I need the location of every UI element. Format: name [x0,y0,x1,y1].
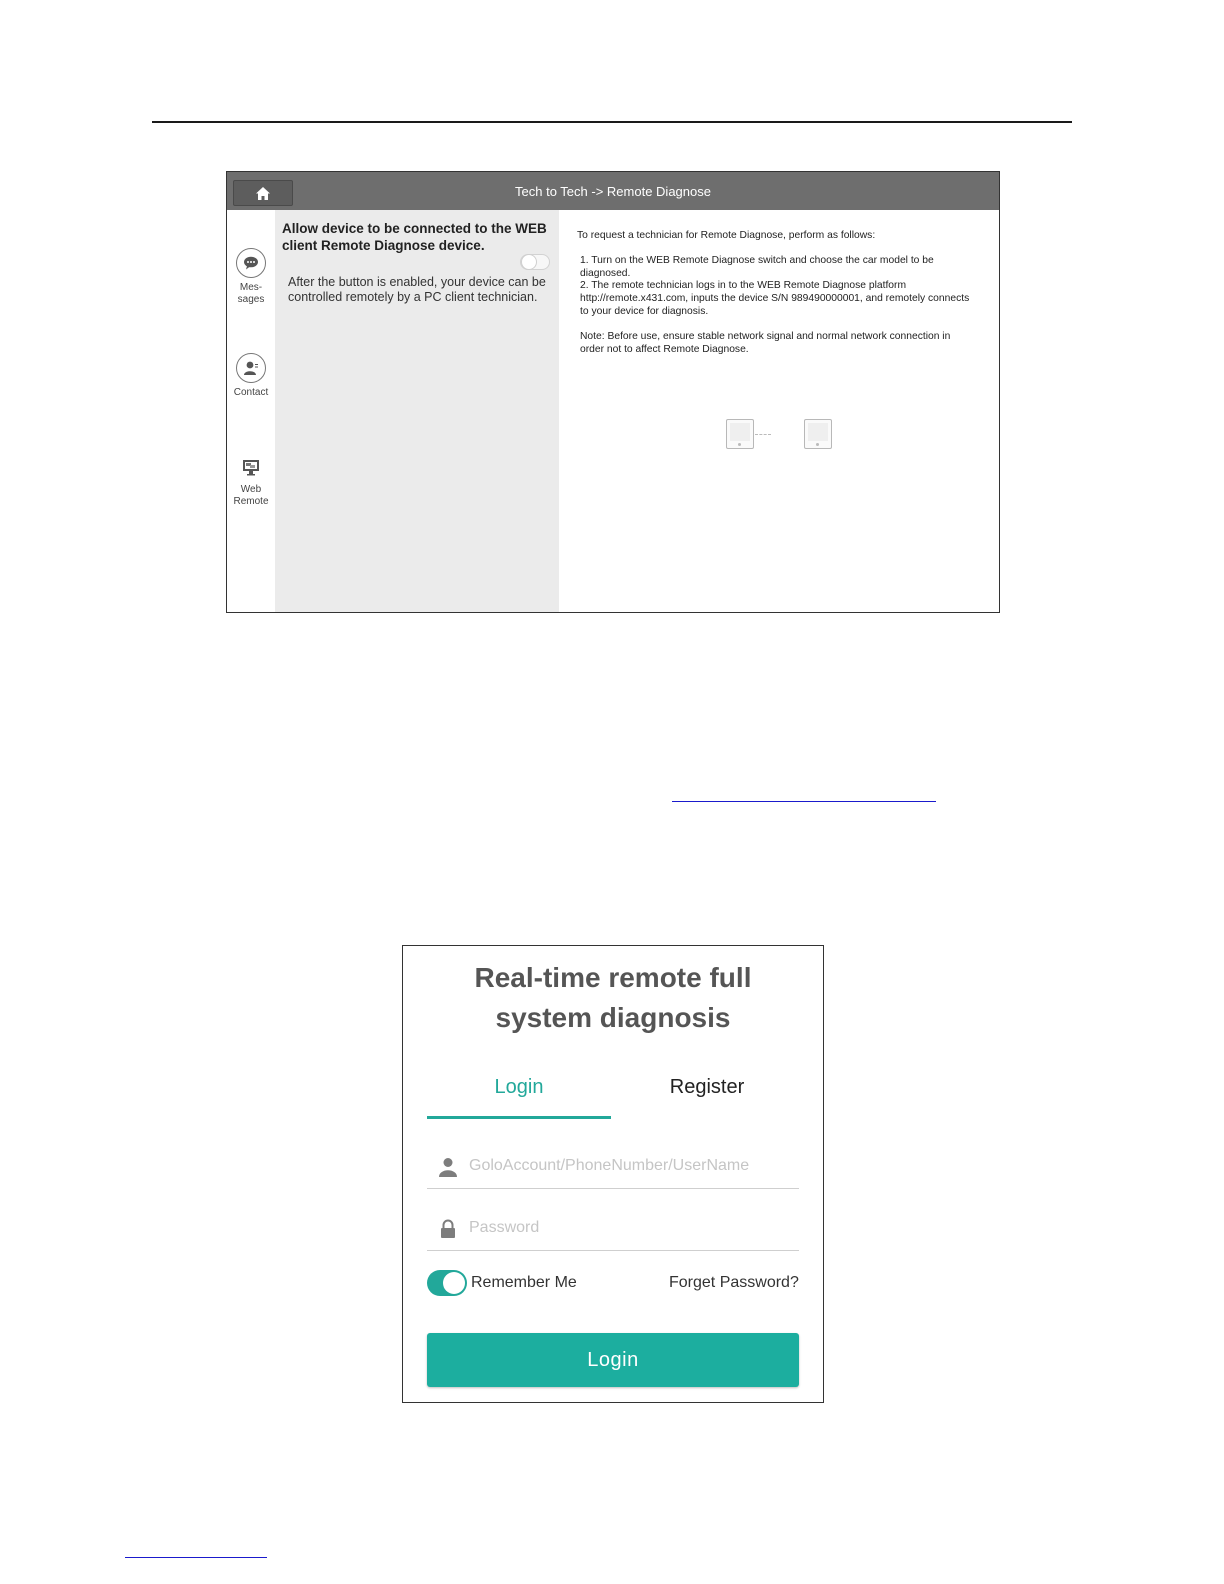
tab-login[interactable]: Login [494,1076,544,1098]
lock-icon [439,1219,457,1239]
instructions-step-2: 2. The remote technician logs in to the WEB Remote Diagnose platform http://remote.x431.com, inputs the device S/N 989490000001, and remotely connects to your device for diagnosis. [580,280,970,317]
sidebar [227,210,275,612]
instructions-panel [559,210,999,612]
user-icon [439,1157,457,1177]
instructions-intro: To request a technician for Remote Diagnose, perform as follows: [577,230,876,241]
sidebar-item-messages[interactable] [227,248,275,306]
contact-icon [236,353,266,383]
monitor-icon [236,452,266,482]
login-button[interactable]: Login [427,1333,799,1387]
settings-panel [275,210,559,612]
allow-connection-title: Allow device to be connected to the WEB client Remote Diagnose device. [282,221,547,253]
messages-icon [236,248,266,278]
allow-connection-description: After the button is enabled, your device can be controlled remotely by a PC client technician. [288,275,546,304]
tablet-device-icon [726,419,754,449]
instructions-step-1: 1. Turn on the WEB Remote Diagnose switch and choose the car model to be diagnosed. [580,254,934,279]
hyperlink-underline [672,801,936,802]
connection-line [755,434,771,435]
username-input[interactable] [467,1150,791,1182]
sidebar-item-web-remote[interactable] [227,452,275,508]
web-remote-toggle[interactable] [520,254,550,270]
tablet-device-icon [804,419,832,449]
sidebar-item-contact[interactable] [227,353,275,399]
login-screenshot [402,945,824,1403]
instructions-text [577,230,977,356]
instructions-note: Note: Before use, ensure stable network signal and normal network connection in order not to affect Remote Diagnose. [580,330,951,355]
top-divider [152,121,1072,123]
sidebar-item-label: Web Remote [233,484,269,507]
tab-register[interactable]: Register [669,1076,745,1098]
home-icon [256,187,270,200]
login-heading: Real-time remote full system diagnosis [474,962,752,1033]
remember-me-toggle[interactable] [427,1270,467,1296]
forgot-password-link[interactable]: Forget Password? [669,1274,799,1291]
page-title: Tech to Tech -> Remote Diagnose [515,184,711,199]
home-button[interactable] [233,180,293,206]
footnote-rule [125,1557,267,1558]
password-field [427,1206,799,1251]
sidebar-item-label: Contact [233,387,269,398]
username-field [427,1144,799,1189]
sidebar-item-label: Mes- sages [237,282,265,305]
password-input[interactable] [467,1212,791,1244]
remember-me-label: Remember Me [471,1274,577,1291]
active-tab-indicator [427,1116,611,1119]
remote-diagnose-screenshot [226,171,1000,613]
